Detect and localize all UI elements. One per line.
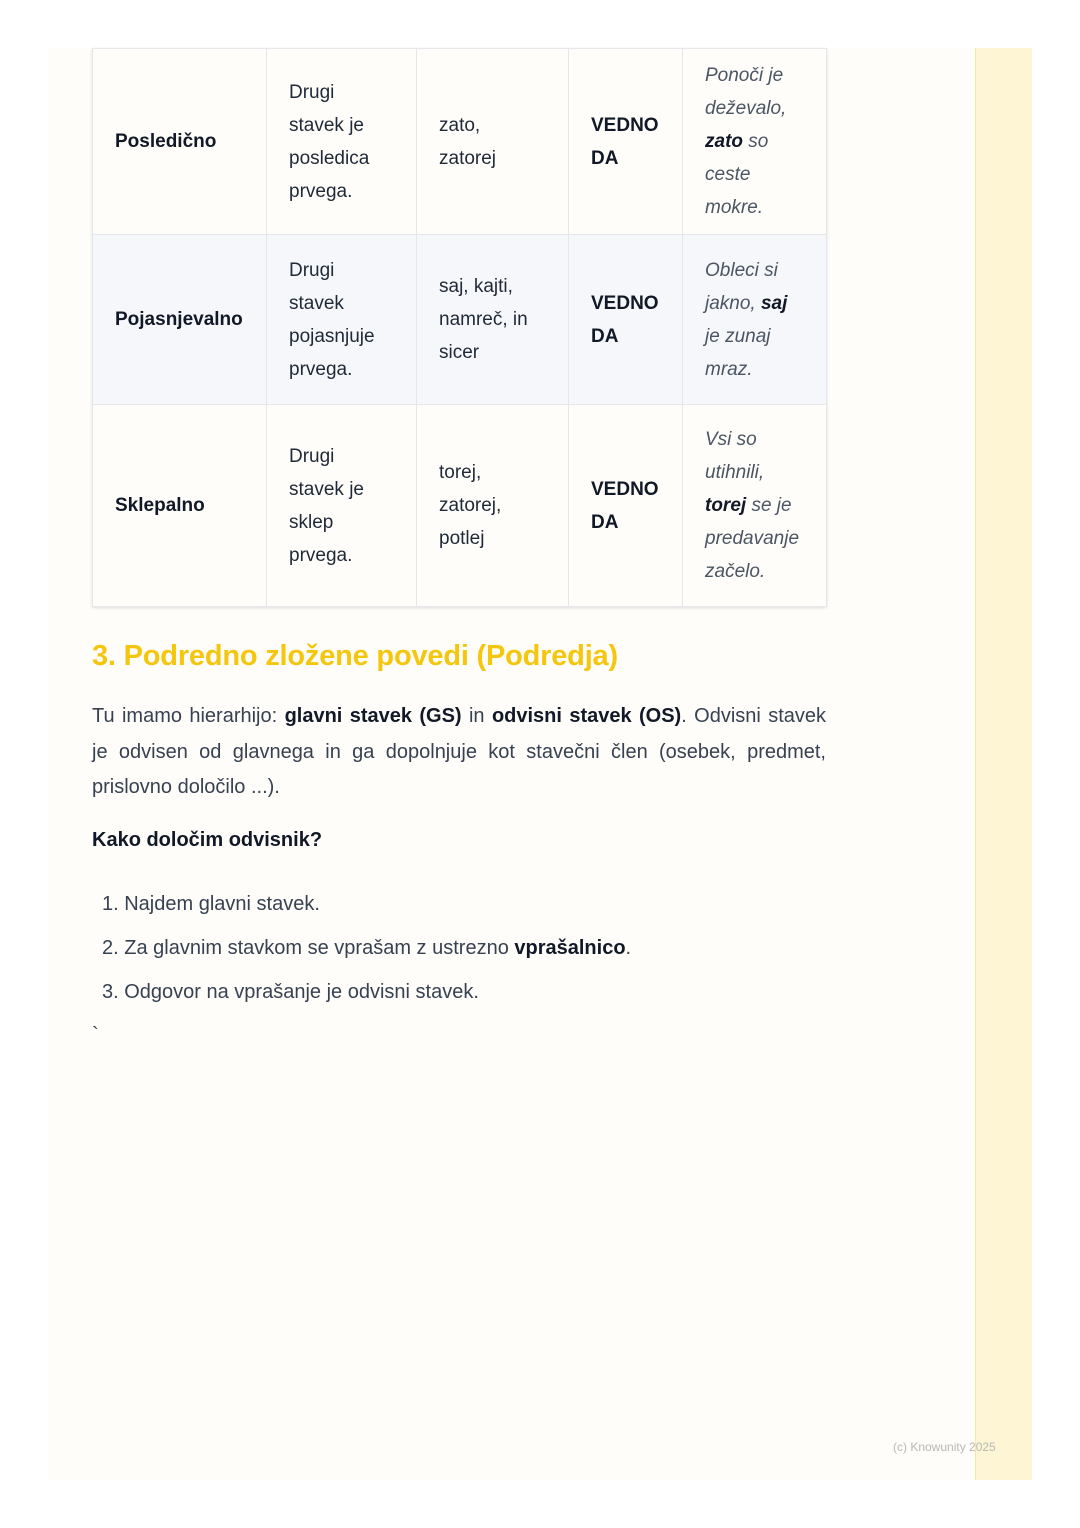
list-item: 1. Najdem glavni stavek.	[102, 893, 320, 915]
relation-type: Pojasnjevalno	[93, 235, 267, 405]
relation-description: Drugi stavek pojasnjuje prvega.	[267, 235, 417, 405]
section-heading: 3. Podredno zložene povedi (Podredja)	[92, 640, 618, 672]
conjunctions: zato, zatorej	[417, 49, 569, 235]
example-sentence: Vsi so utihnili, torej se je predavanje začelo.	[683, 405, 827, 607]
intro-paragraph: Tu imamo hierarhijo: glavni stavek (GS) in odvisni stavek (OS). Odvisni stavek je odvisen od glavnega in ga dopolnjuje kot stavečni člen (osebek, predmet, prislovno določilo ...).	[92, 705, 827, 798]
table-row	[93, 235, 827, 405]
comma-rule: VEDNO DA	[569, 49, 683, 235]
subheading: Kako določim odvisnik?	[92, 829, 323, 851]
stray-character: `	[92, 1024, 99, 1046]
copyright-footer: (c) Knowunity 2025	[893, 1440, 996, 1454]
relation-description: Drugi stavek je sklep prvega.	[267, 405, 417, 607]
table-row	[93, 405, 827, 607]
conjunction-table	[92, 48, 827, 607]
example-sentence: Ponoči je deževalo, zato so ceste mokre.	[683, 49, 827, 235]
right-margin-strip	[976, 48, 1032, 1480]
steps-list	[102, 882, 631, 1014]
conjunctions: saj, kajti, namreč, in sicer	[417, 235, 569, 405]
table-row	[93, 49, 827, 235]
list-item: 3. Odgovor na vprašanje je odvisni stavek.	[102, 981, 479, 1003]
comma-rule: VEDNO DA	[569, 235, 683, 405]
example-sentence: Obleci si jakno, saj je zunaj mraz.	[683, 235, 827, 405]
comma-rule: VEDNO DA	[569, 405, 683, 607]
relation-description: Drugi stavek je posledica prvega.	[267, 49, 417, 235]
list-item: 2. Za glavnim stavkom se vprašam z ustrezno vprašalnico.	[102, 937, 632, 959]
relation-type: Posledično	[93, 49, 267, 235]
conjunctions: torej, zatorej, potlej	[417, 405, 569, 607]
relation-type: Sklepalno	[93, 405, 267, 607]
